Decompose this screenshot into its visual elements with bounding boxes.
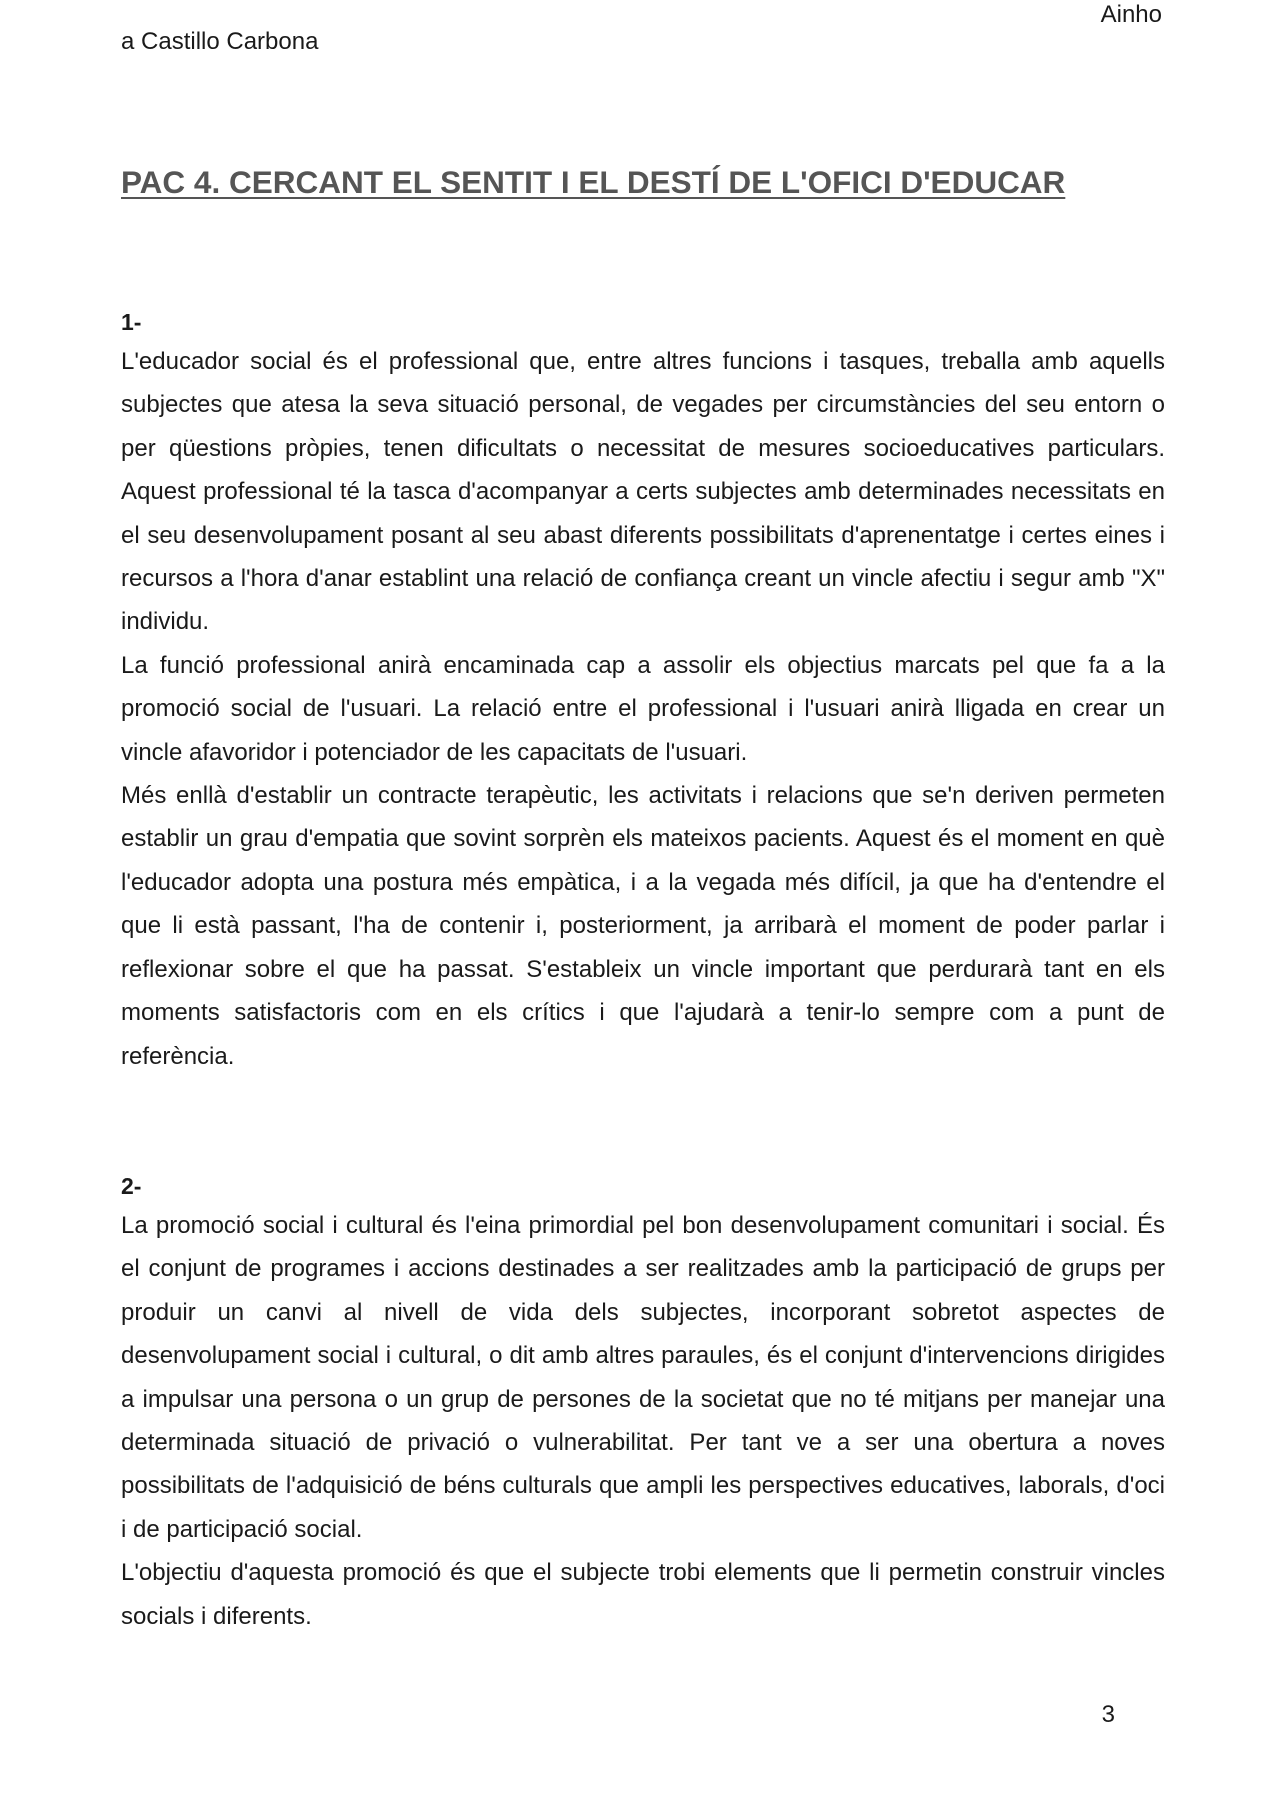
section-1 (121, 304, 1165, 1078)
document-body (121, 160, 1165, 1638)
section-1-paragraph-1: L'educador social és el professional que, entre altres funcions i tasques, treballa amb aquells subjectes que atesa la seva situació personal, de vegades per circumstàncies del seu entorn o per qüestions pròpies, tenen dificultats o necessitat de mesures socioeducatives particulars. Aquest professional té la tasca d'acompanyar a certs subjectes amb determinades necessitats en el seu desenvolupament posant al seu abast diferents possibilitats d'aprenentatge i certes eines i recursos a l'hora d'anar establint una relació de confiança creant un vincle afectiu i segur amb "X" individu. (121, 348, 1165, 636)
section-2-paragraph-1: La promoció social i cultural és l'eina primordial pel bon desenvolupament comunitari i social. És el conjunt de programes i accions destinades a ser realitzades amb la participació de grups per produir un canvi al nivell de vida dels subjectes, incorporant sobretot aspectes de desenvolupament social i cultural, o dit amb altres paraules, és el conjunt d'intervencions dirigides a impulsar una persona o un grup de persones de la societat que no té mitjans per manejar una determinada situació de privació o vulnerabilitat. Per tant ve a ser una obertura a noves possibilitats de l'adquisició de béns culturals que ampli les perspectives educatives, laborals, d'oci i de participació social. (121, 1211, 1165, 1543)
section-2 (121, 1168, 1165, 1638)
section-2-paragraph-2: L'objectiu d'aquesta promoció és que el subjecte trobi elements que li permetin construir vincles socials i diferents. (121, 1559, 1165, 1630)
section-1-paragraph-3: Més enllà d'establir un contracte terapèutic, les activitats i relacions que se'n deriven permeten establir un grau d'empatia que sovint sorprèn els mateixos pacients. Aquest és el moment en què l'educador adopta una postura més empàtica, i a la vegada més difícil, ja que ha d'entendre el que li està passant, l'ha de contenir i, posteriorment, ja arribarà el moment de poder parlar i reflexionar sobre el que ha passat. S'estableix un vincle important que perdurarà tant en els moments satisfactoris com en els crítics i que l'ajudarà a tenir-lo sempre com a punt de referència. (121, 782, 1165, 1070)
section-1-paragraph-2: La funció professional anirà encaminada cap a assolir els objectius marcats pel que fa a la promoció social de l'usuari. La relació entre el professional i l'usuari anirà lligada en crear un vincle afavoridor i potenciador de les capacitats de l'usuari. (121, 651, 1165, 766)
page-number: 3 (1101, 1701, 1115, 1728)
section-1-number: 1- (121, 309, 142, 335)
header-author-last: a Castillo Carbona (121, 28, 319, 55)
document-title: PAC 4. CERCANT EL SENTIT I EL DESTÍ DE L'OFICI D'EDUCAR (121, 164, 1066, 200)
header-author-first: Ainho (1100, 1, 1162, 28)
section-2-number: 2- (121, 1172, 142, 1199)
